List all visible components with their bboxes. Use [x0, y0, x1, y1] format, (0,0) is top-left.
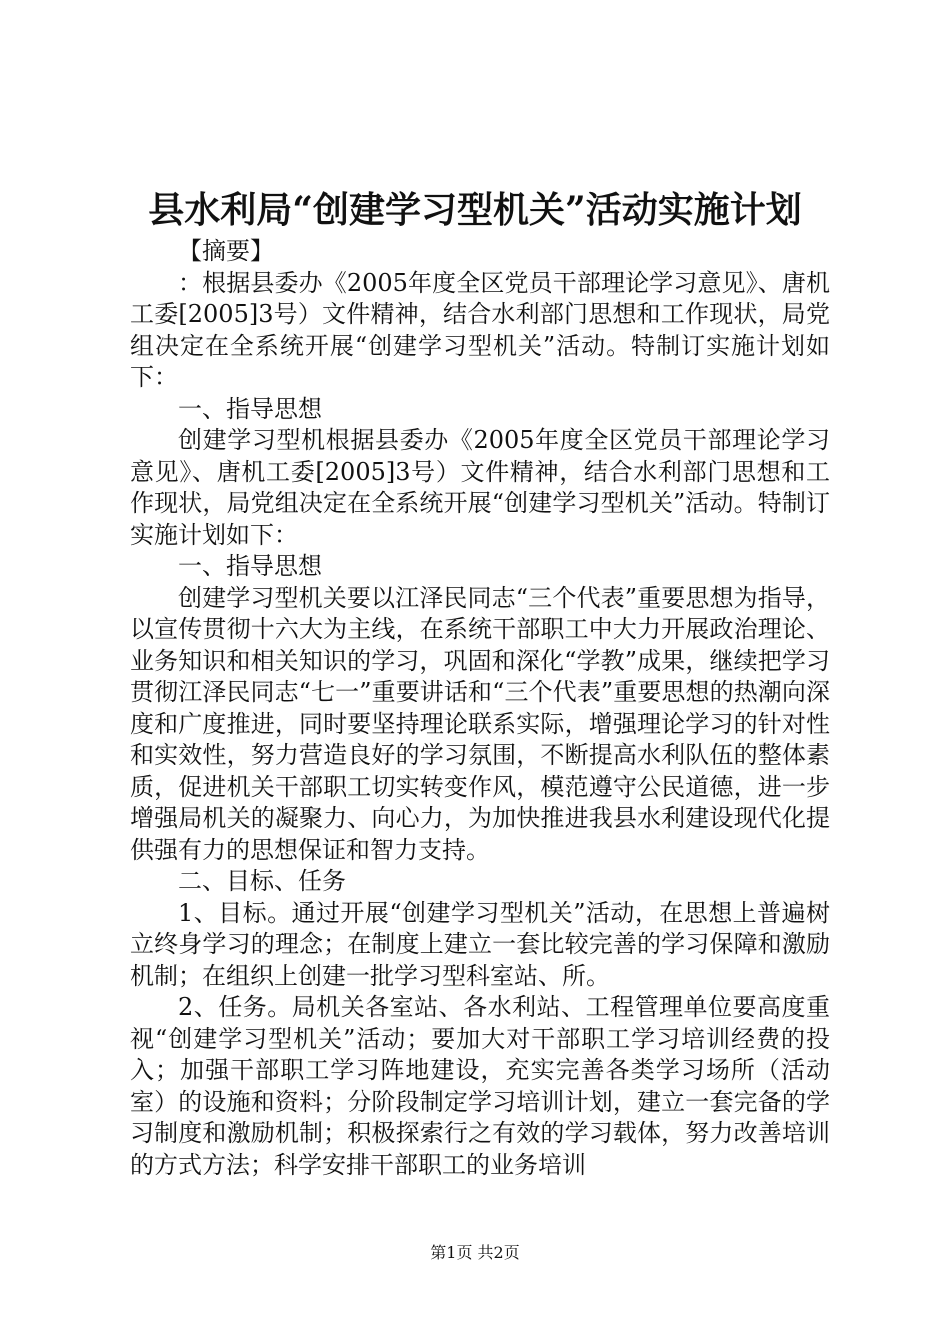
document-title: 县水利局“创建学习型机关”活动实施计划	[148, 189, 802, 231]
document-body	[130, 236, 830, 1181]
page-number-footer: 第1页 共2页	[430, 1243, 520, 1262]
section-heading-goals-tasks: 二、目标、任务	[178, 867, 346, 895]
paragraph-goals: 1、目标。通过开展“创建学习型机关”活动，在思想上普遍树立终身学习的理念；在制度上建立一套比较完善的学习保障和激励机制；在组织上创建一批学习型科室站、所。	[130, 898, 830, 990]
paragraph-tasks: 2、任务。局机关各室站、各水利站、工程管理单位要高度重视“创建学习型机关”活动；要加大对干部职工学习培训经费的投入；加强干部职工学习阵地建设，充实完善各类学习场所（活动室）的设施和资料；分阶段制定学习培训计划，建立一套完备的学习制度和激励机制；积极探索行之有效的学习载体，努力改善培训的方式方法；科学安排干部职工的业务培训	[130, 993, 830, 1179]
paragraph-intro: ：根据县委办《2005年度全区党员干部理论学习意见》、唐机工委[2005]3号）文件精神，结合水利部门思想和工作现状，局党组决定在全系统开展“创建学习型机关”活动。特制订实施计划如下：	[130, 268, 830, 391]
paragraph-repeat-intro: 创建学习型机根据县委办《2005年度全区党员干部理论学习意见》、唐机工委[2005]3号）文件精神，结合水利部门思想和工作现状，局党组决定在全系统开展“创建学习型机关”活动。特制订实施计划如下：	[130, 426, 830, 549]
section-heading-guiding-thought: 一、指导思想	[178, 394, 322, 423]
section-heading-guiding-thought-repeat: 一、指导思想	[178, 552, 322, 580]
abstract-label: 【摘要】	[178, 237, 274, 265]
paragraph-guiding-thought: 创建学习型机关要以江泽民同志“三个代表”重要思想为指导，以宣传贯彻十六大为主线，在系统干部职工中大力开展政治理论、业务知识和相关知识的学习，巩固和深化“学教”成果，继续把学习贯彻江泽民同志“七一”重要讲话和“三个代表”重要思想的热潮向深度和广度推进，同时要坚持理论联系实际，增强理论学习的针对性和实效性，努力营造良好的学习氛围，不断提高水利队伍的整体素质，促进机关干部职工切实转变作风，模范遵守公民道德，进一步增强局机关的凝聚力、向心力，为加快推进我县水利建设现代化提供强有力的思想保证和智力支持。	[130, 583, 830, 864]
